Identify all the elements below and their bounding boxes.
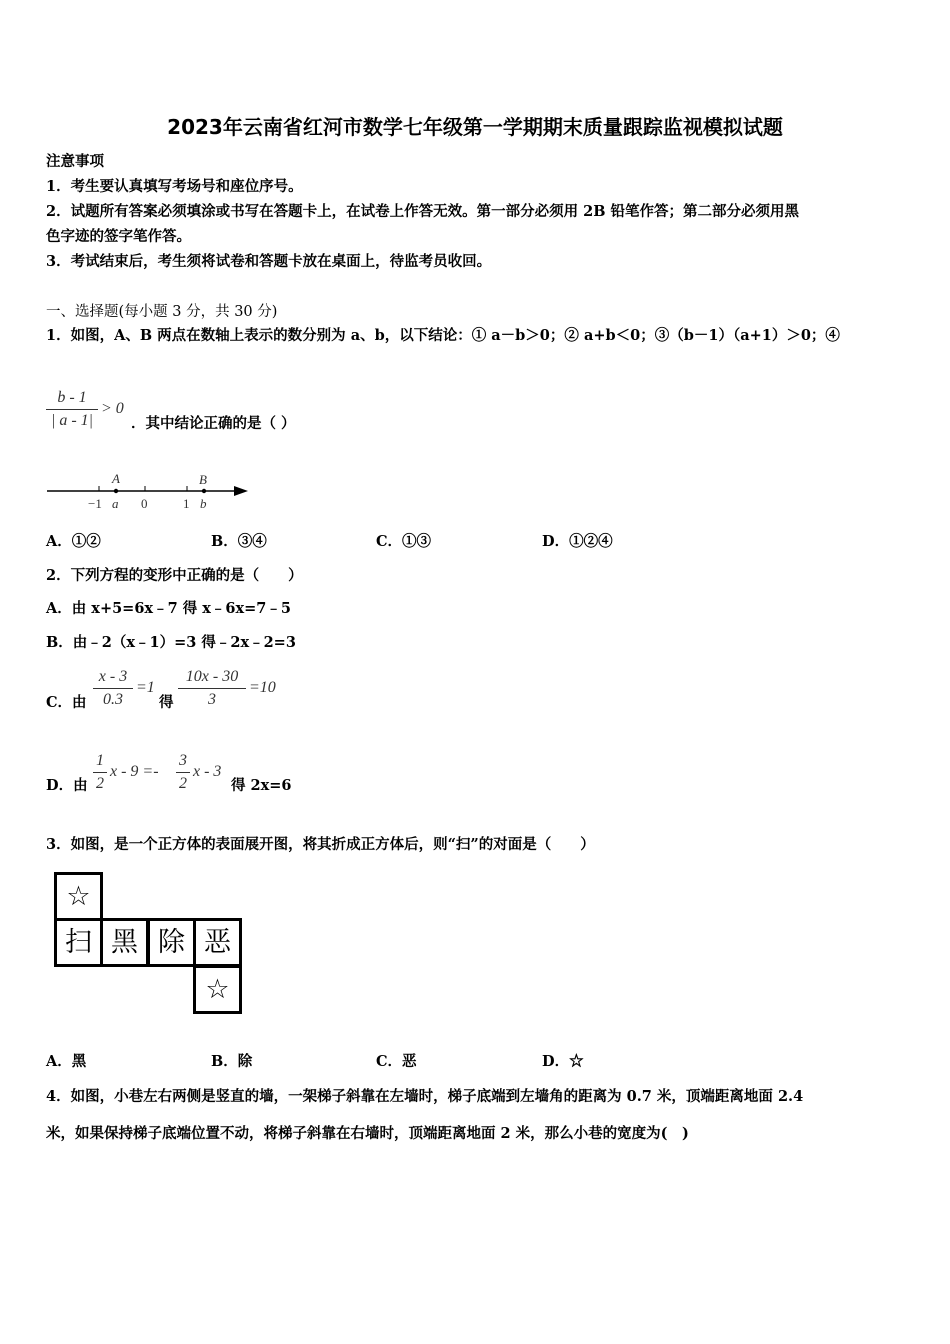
q2-option-d-prefix: D．由: [46, 777, 88, 794]
q3-option-a: A．黑: [46, 1053, 87, 1070]
q1-fraction: [46, 388, 98, 431]
arrow-icon: [234, 486, 248, 496]
fraction-bar: [93, 688, 133, 689]
fraction-denominator: 0.3: [103, 691, 123, 708]
fraction-bar: [46, 409, 98, 410]
fraction-numerator: 3: [179, 752, 187, 769]
q2-c-mid: 得: [159, 694, 174, 711]
q2-c-eq1: =1: [136, 679, 155, 696]
question-4-line-2: 米，如果保持梯子底端位置不动，将梯子斜靠在右墙时，顶端距离地面 2 米，那么小巷的宽度为( ): [46, 1125, 689, 1142]
question-2-text: 2．下列方程的变形中正确的是（ ）: [46, 567, 303, 584]
cube-net-cell: ☆: [54, 872, 103, 921]
q2-option-a: A．由 x+5=6x﹣7 得 x﹣6x=7﹣5: [46, 600, 291, 617]
notice-item: 1．考生要认真填写考场号和座位序号。: [46, 178, 303, 195]
q2-c-eq2: =10: [249, 679, 276, 696]
q1-option-d: D．①②④: [542, 533, 613, 550]
cube-net-cell: ☆: [193, 965, 242, 1014]
q1-suffix: ．其中结论正确的是（ ）: [131, 415, 296, 432]
q1-fraction-rhs: > 0: [101, 400, 124, 417]
q2-d-expr1: x - 9 =-: [110, 763, 159, 780]
fraction-denominator: 3: [208, 691, 216, 708]
fraction-numerator: 1: [96, 752, 104, 769]
q2-d-fraction-1: [93, 751, 107, 794]
tick-label-neg1: −1: [88, 496, 102, 511]
q3-option-d: D．☆: [542, 1053, 584, 1070]
tick-label-1: 1: [183, 496, 190, 511]
notice-heading: 注意事项: [46, 153, 104, 170]
q2-option-b: B．由﹣2（x﹣1）=3 得﹣2x﹣2=3: [46, 634, 296, 651]
var-a-label: a: [112, 496, 119, 511]
fraction-denominator: 2: [96, 775, 104, 792]
notice-item: 色字迹的签字笔作答。: [46, 228, 191, 245]
fraction-bar: [178, 688, 246, 689]
q1-option-c: C．①③: [376, 533, 432, 550]
q2-c-fraction-1: [93, 667, 133, 710]
q3-option-c: C．恶: [376, 1053, 417, 1070]
point-a-label: A: [112, 471, 120, 486]
cube-net-cell: 除: [147, 918, 196, 967]
notice-item: 2．试题所有答案必须填涂或书写在答题卡上，在试卷上作答无效。第一部分必须用 2B 铅笔作答；第二部分必须用黑: [46, 203, 800, 220]
q2-option-c-prefix: C．由: [46, 694, 87, 711]
number-line: [44, 470, 254, 515]
fraction-bar: [176, 772, 190, 773]
cube-net-cell: 扫: [54, 918, 103, 967]
question-1-text: 1．如图，A、B 两点在数轴上表示的数分别为 a、b，以下结论：① a－b＞0；② a+b＜0；③（b－1）（a+1）＞0；④: [46, 327, 840, 344]
page-title: 2023年云南省红河市数学七年级第一学期期末质量跟踪监视模拟试题: [167, 115, 783, 139]
q1-option-a: A．①②: [46, 533, 101, 550]
q1-fraction-numerator: b - 1: [57, 389, 87, 406]
fraction-bar: [93, 772, 107, 773]
cube-net-cell: 黑: [100, 918, 149, 967]
section-heading: 一、选择题(每小题 3 分，共 30 分): [46, 304, 278, 320]
var-b-label: b: [200, 496, 207, 511]
point-b-dot: [202, 489, 206, 493]
question-3-text: 3．如图，是一个正方体的表面展开图，将其折成正方体后，则“扫”的对面是（ ）: [46, 836, 595, 853]
point-a-dot: [114, 489, 118, 493]
tick-label-0: 0: [141, 496, 148, 511]
q1-fraction-denominator: | a - 1|: [50, 412, 94, 429]
q2-d-expr2: x - 3: [193, 763, 222, 780]
q1-option-b: B．③④: [211, 533, 267, 550]
q2-c-fraction-2: [178, 667, 246, 710]
fraction-denominator: 2: [179, 775, 187, 792]
q2-d-suffix: 得 2x=6: [231, 777, 292, 794]
q3-option-b: B．除: [211, 1053, 253, 1070]
question-4-line-1: 4．如图，小巷左右两侧是竖直的墙，一架梯子斜靠在左墙时，梯子底端到左墙角的距离为 0.7 米，顶端距离地面 2.4: [46, 1088, 804, 1105]
notice-item: 3．考试结束后，考生须将试卷和答题卡放在桌面上，待监考员收回。: [46, 253, 492, 270]
q2-d-fraction-2: [176, 751, 190, 794]
point-b-label: B: [199, 472, 207, 487]
fraction-numerator: 10x - 30: [185, 668, 239, 685]
fraction-numerator: x - 3: [98, 668, 128, 685]
cube-net-cell: 恶: [193, 918, 242, 967]
